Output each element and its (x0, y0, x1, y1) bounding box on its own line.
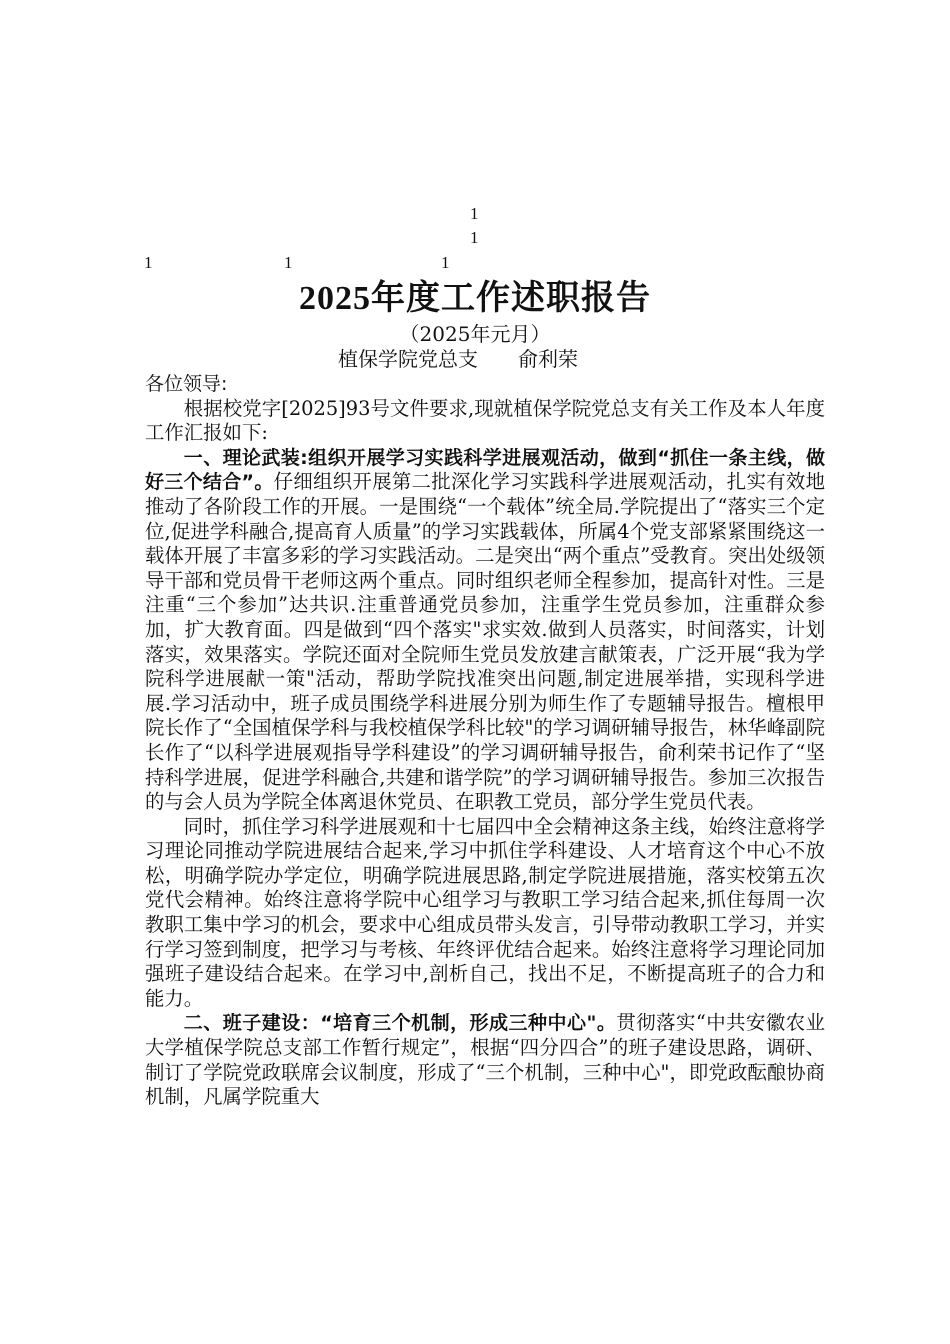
page-marker: 1 (470, 228, 479, 247)
section-1-paragraph (145, 446, 825, 815)
intro-paragraph: 根据校党字[2025]93号文件要求,现就植保学院党总支有关工作及本人年度工作汇报如下: (145, 396, 825, 445)
page-marker: 1 (284, 253, 293, 272)
document-date: （2025年元月） (399, 322, 551, 346)
section-1-body: 仔细组织开展第二批深化学习实践科学进展观活动，扎实有效地推动了各阶段工作的开展。一是围绕“一个载体”统全局.学院提出了“落实三个定位,促进学科融合,提高育人质量”的学习实践载体，所属4个党支部紧紧围绕这一载体开展了丰富多彩的学习实践活动。二是突出“两个重点”受教育。突出处级领导干部和党员骨干老师这两个重点。同时组织老师全程参加，提高针对性。三是注重“三个参加”达共识.注重普通党员参加，注重学生党员参加，注重群众参加，扩大教育面。四是做到“四个落实"求实效.做到人员落实，时间落实，计划落实，效果落实。学院还面对全院师生党员发放建言献策表，广泛开展“我为学院科学进展献一策"活动，帮助学院找准突出问题,制定进展举措，实现科学进展.学习活动中，班子成员围绕学科进展分别为师生作了专题辅导报告。檀根甲院长作了“全国植保学科与我校植保学科比较"的学习调研辅导报告，林华峰副院长作了“以科学进展观指导学科建设”的学习调研辅导报告，俞利荣书记作了“坚持科学进展，促进学科融合,共建和谐学院”的学习调研辅导报告。参加三次报告的与会人员为学院全体离退休党员、在职教工党员，部分学生党员代表。 (145, 470, 825, 814)
section-2-body: 贯彻落实“中共安徽农业大学植保学院总支部工作暂行规定”，根据“四分四合”的班子建设思路，调研、制订了学院党政联席会议制度，形成了“三个机制，三种中心"，即党政酝酿协商机制，凡属学院重大 (145, 1011, 825, 1109)
salutation: 各位领导: (145, 373, 228, 395)
document-author: 植保学院党总支 俞利荣 (338, 347, 578, 371)
document-body (145, 372, 825, 1110)
page-marker: 1 (144, 253, 153, 272)
section-1-paragraph-2: 同时，抓住学习科学进展观和十七届四中全会精神这条主线，始终注意将学习理论同推动学院进展结合起来,学习中抓住学科建设、人才培育这个中心不放松，明确学院办学定位，明确学院进展思路,制定学院进展措施，落实校第五次党代会精神。始终注意将学院中心组学习与教职工学习结合起来,抓住每周一次教职工集中学习的机会，要求中心组成员带头发言，引导带动教职工学习，并实行学习签到制度，把学习与考核、年终评优结合起来。始终注意将学习理论同加强班子建设结合起来。在学习中,剖析自己，找出不足，不断提高班子的合力和能力。 (145, 814, 825, 1010)
page-marker: 1 (441, 253, 450, 272)
section-2-heading: 二、班子建设：“培育三个机制，形成三种中心"。 (183, 1012, 617, 1035)
section-2-paragraph (145, 1011, 825, 1109)
section-1-heading: 一、理论武装:组织开展学习实践科学进展观活动，做到“抓住一条主线，做好三个结合”。 (145, 446, 825, 494)
document-title: 2025年度工作述职报告 (299, 280, 651, 317)
page-marker: 1 (470, 204, 479, 223)
